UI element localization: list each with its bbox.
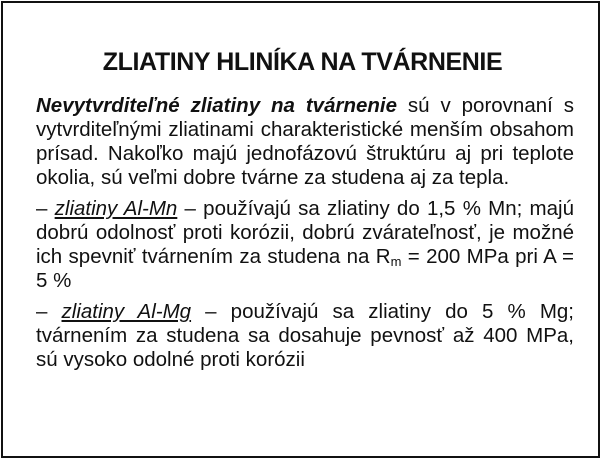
intro-text: sú v porovnaní s vytvrditeľnými zliatinami charakteristické menším obsahom prísad. Nakoľko majú jednofázovú štruktúru aj pri teplote okolia, sú veľmi dobre tvárne za studena aj za tepla. [36, 94, 574, 189]
al-mn-text-end: = 200 MPa pri A = 5 % [36, 245, 575, 292]
al-mg-dash: – [36, 300, 62, 323]
paragraph-al-mg [36, 300, 574, 372]
page-title: ZLIATINY HLINÍKA NA TVÁRNENIE [102, 48, 503, 76]
rm-subscript: m [390, 254, 402, 269]
intro-lead-term: Nevytvrditeľné zliatiny na tvárnenie [36, 94, 397, 117]
al-mg-term: zliatiny Al-Mg [61, 300, 192, 323]
al-mn-term: zliatiny Al-Mn [54, 197, 178, 220]
al-mn-dash: – [36, 197, 55, 220]
paragraph-intro [36, 94, 574, 190]
al-mg-text: – používajú sa zliatiny do 5 % Mg; tvárnením za studena sa dosahuje pevnosť až 400 MPa, sú vysoko odolné proti korózii [36, 300, 574, 371]
paragraph-al-mn [36, 197, 574, 293]
document-body [36, 94, 574, 372]
al-mn-text: – používajú sa zliatiny do 1,5 % Mn; majú dobrú odolnosť proti korózii, dobrú zvárateľnosť, je možné ich spevniť tvárnením za studena na R [36, 197, 574, 268]
